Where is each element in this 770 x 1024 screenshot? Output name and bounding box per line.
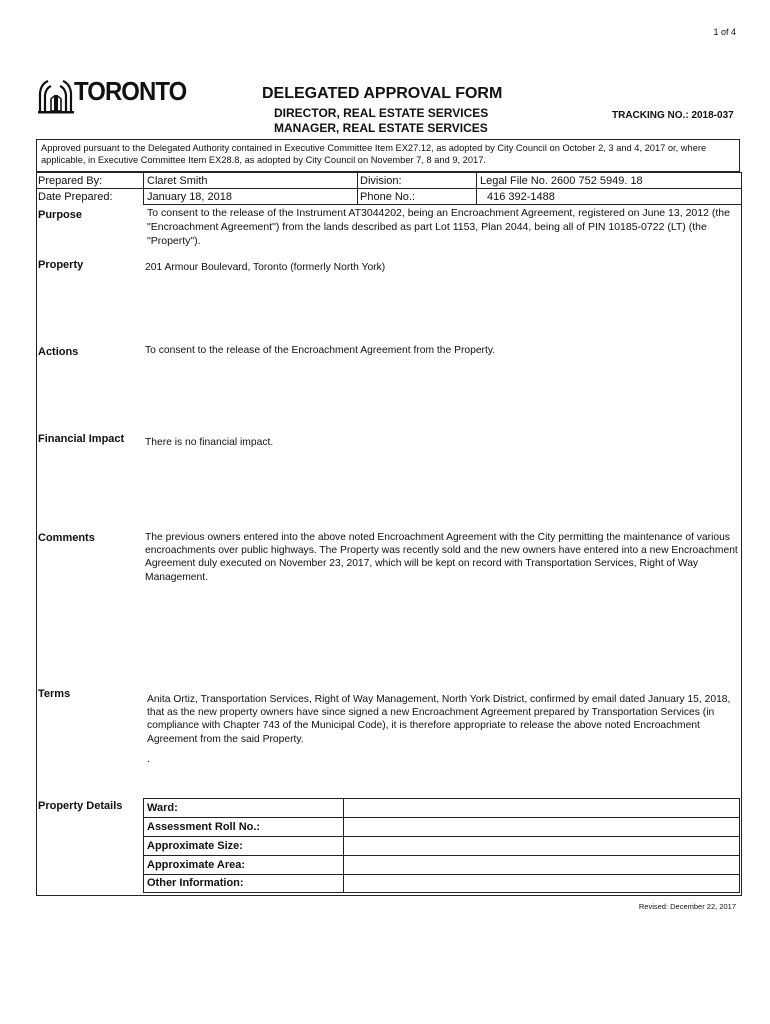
purpose-text: To consent to the release of the Instrument AT3044202, being an Encroachment Agreement, registered on June 13, 2012 (the "Encroachment Agreement") from the lands described as part Lot 1153, Plan 2044, being all of PIN 10185-0722 (LT) (the "Property").	[147, 207, 730, 247]
phone-value: 416 392-1488	[487, 191, 555, 203]
property-text: 201 Armour Boulevard, Toronto (formerly North York)	[145, 262, 386, 273]
logo-wordmark: TORONTO	[74, 76, 187, 106]
terms-trailing-dot: .	[147, 754, 150, 765]
actions-text: To consent to the release of the Encroachment Agreement from the Property.	[145, 345, 496, 356]
terms-text: Anita Ortiz, Transportation Services, Right of Way Management, North York District, confirmed by email dated January 15, 2018, that as the new property owners have since signed a new Encroachment Agreement prepared by Transportation Services (in compliance with Chapter 743 of the Municipal Code), it is therefore appropriate to release the above noted Encroachment Agreement from the said Property.	[147, 694, 731, 745]
property-details-row-divider-3	[143, 855, 740, 856]
property-details-row-divider-1	[143, 817, 740, 818]
division-value: Legal File No. 2600 752 5949. 18	[480, 175, 643, 187]
property-label: Property	[38, 259, 84, 271]
prepared-by-value: Claret Smith	[147, 175, 208, 187]
assessment-roll-label: Assessment Roll No.:	[147, 821, 261, 833]
header-col-divider-3	[476, 172, 477, 204]
property-details-row-divider-2	[143, 836, 740, 837]
phone-label: Phone No.:	[360, 191, 416, 203]
comments-text: The previous owners entered into the above noted Encroachment Agreement with the City permitting the maintenance of various encroachments over public highways. The Property was recently sold and the new owners have entered into a new Encroachment Agreement duly executed on November 23, 2017, which will be kept on record with Transportation Services, Right of Way Management.	[145, 532, 738, 583]
ward-label: Ward:	[147, 802, 178, 814]
property-details-label: Property Details	[38, 800, 123, 812]
terms-label: Terms	[38, 688, 71, 700]
form-title: DELEGATED APPROVAL FORM	[262, 85, 503, 102]
form-subtitle-manager: MANAGER, REAL ESTATE SERVICES	[274, 121, 488, 135]
approximate-area-label: Approximate Area:	[147, 859, 246, 871]
other-information-label: Other Information:	[147, 877, 244, 889]
tracking-number: TRACKING NO.: 2018-037	[612, 110, 734, 121]
revised-date: Revised: December 22, 2017	[638, 902, 736, 911]
approximate-size-label: Approximate Size:	[147, 840, 243, 852]
prepared-by-label: Prepared By:	[38, 175, 103, 187]
header-row-divider	[36, 188, 742, 189]
property-details-row-divider-4	[143, 874, 740, 875]
form-subtitle-director: DIRECTOR, REAL ESTATE SERVICES	[274, 106, 489, 120]
purpose-label: Purpose	[38, 209, 83, 221]
header-row-divider-2	[143, 204, 742, 205]
approval-authority-note: Approved pursuant to the Delegated Authority contained in Executive Committee Item EX27.12, as adopted by City Council on October 2, 3 and 4, 2017 or, where applicable, in Executive Committee Item EX28.8, as adopted by City Council on November 7, 8 and 9, 2017.	[36, 139, 740, 172]
header-col-divider-2	[357, 172, 358, 204]
page-number: 1 of 4	[713, 27, 736, 37]
comments-label: Comments	[38, 532, 95, 544]
property-details-col-divider	[343, 798, 344, 893]
date-prepared-label: Date Prepared:	[38, 191, 113, 203]
financial-impact-text: There is no financial impact.	[145, 437, 274, 448]
date-prepared-value: January 18, 2018	[147, 191, 233, 203]
financial-impact-label: Financial Impact	[38, 433, 125, 445]
division-label: Division:	[360, 175, 402, 187]
header-col-divider-1	[143, 172, 144, 204]
actions-label: Actions	[38, 346, 79, 358]
